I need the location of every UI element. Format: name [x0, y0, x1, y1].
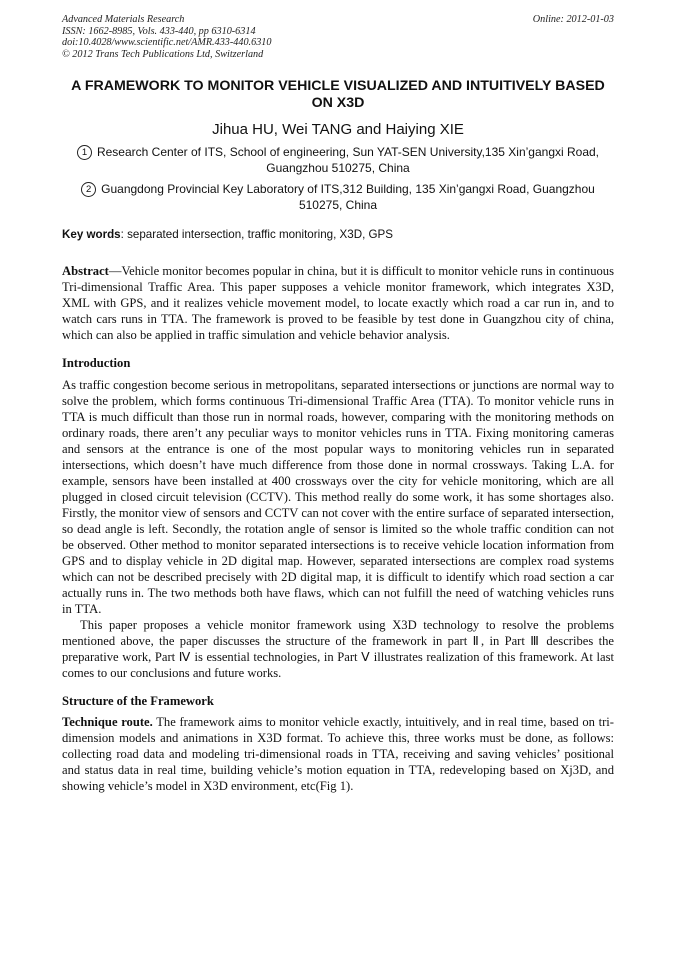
technique-route-label: Technique route. [62, 715, 153, 729]
copyright-line: © 2012 Trans Tech Publications Ltd, Switzerland [62, 48, 264, 60]
abstract-label: Abstract [62, 264, 109, 278]
introduction-heading: Introduction [62, 356, 131, 370]
affiliation-text-2: Guangdong Provincial Key Laboratory of ITS,312 Building, 135 Xin’gangxi Road, Guangzhou 510275, China [101, 182, 595, 212]
journal-header [62, 14, 614, 60]
doi-line: doi:10.4028/www.scientific.net/AMR.433-440.6310 [62, 37, 272, 48]
technique-route-paragraph [62, 714, 614, 794]
structure-heading: Structure of the Framework [62, 694, 214, 708]
authors: Jihua HU, Wei TANG and Haiying XIE [212, 121, 464, 138]
keywords [62, 227, 614, 242]
affiliation-text-1: Research Center of ITS, School of engineering, Sun YAT-SEN University,135 Xin’gangxi Road, Guangzhou 510275, China [96, 145, 600, 175]
paper-page [62, 14, 614, 794]
abstract [62, 263, 614, 343]
paper-title: A FRAMEWORK TO MONITOR VEHICLE VISUALIZED AND INTUITIVELY BASED ON X3D [71, 78, 605, 111]
journal-name: Advanced Materials Research [62, 14, 185, 25]
affiliation-1 [62, 145, 614, 176]
introduction-paragraph-1: As traffic congestion become serious in metropolitans, separated intersections or junctions are normal way to solve the problem, which forms continuous Tri-dimensional Traffic Area (TTA). To monitor vehicle runs in TTA is much difficult than those run in normal roads, however, comparing with the monitoring methods on ordinary roads, there aren’t any peculiar ways to monitor vehicles runs in TTA. Fixing monitoring cameras and sensors at the entrance is one of the most popular ways to monitoring vehicles run in separated intersections, which doesn’t have much difference from those done in normal crossways. Taking L.A. for example, sensors have been installed at 400 crossways over the city for vehicle monitoring, which are all plugged in closed circuit television (CCTV). This method really do some work, it has some shortages also. Firstly, the monitor view of sensors and CCTV can not cover with the entire surface of separated intersection, so dead angle is left. Secondly, the rotation angle of sensor is limited so the whole traffic condition can not be observed. Other method to monitor separated intersections is to receive vehicle location information from GPS and to display vehicle in 2D digital map. However, separated intersections are complex road systems which can not be described precisely with 2D digital map, it is difficult to identify which road section a car actually runs in. The two methods both have flaws, which can not fulfill the need of watching vehicles runs in TTA. [62, 378, 614, 616]
affiliation-number-2: 2 [81, 182, 96, 197]
abstract-text: —Vehicle monitor becomes popular in china, but it is difficult to monitor vehicle runs in continuous Tri-dimensional Traffic Area. This paper supposes a vehicle monitor framework, which integrates X3D, XML with GPS, and it realizes vehicle movement model, to locate exactly which road a car run in, and to watch cars runs in TTA. The framework is proved to be feasible by test done in Guangzhou city of china, which can also be applied in traffic simulation and vehicle behavior analysis. [62, 264, 614, 342]
technique-route-text: The framework aims to monitor vehicle exactly, intuitively, and in real time, based on tri-dimension models and animations in X3D format. To achieve this, three works must be done, as follows: collecting road data and modeling tri-dimensional roads in TTA, receiving and saving vehicles’ positional and status data in real time, building vehicle’s motion equation in TTA, redeveloping based on Xj3D, and showing vehicle’s model in X3D environment, etc(Fig 1). [62, 715, 614, 793]
online-date: Online: 2012-01-03 [532, 14, 614, 25]
keywords-label: Key words [62, 228, 121, 241]
affiliation-2 [62, 182, 614, 213]
keywords-text: : separated intersection, traffic monitoring, X3D, GPS [120, 228, 394, 241]
introduction-paragraph-2: This paper proposes a vehicle monitor framework using X3D technology to resolve the problems mentioned above, the paper discusses the structure of the framework in part Ⅱ, in Part Ⅲ describes the preparative work, Part Ⅳ is essential technologies, in Part Ⅴ illustrates realization of this framework. At last comes to our conclusions and future works. [62, 618, 614, 680]
issn-line: ISSN: 1662-8985, Vols. 433-440, pp 6310-6314 [62, 25, 256, 37]
affiliation-number-1: 1 [77, 145, 92, 160]
